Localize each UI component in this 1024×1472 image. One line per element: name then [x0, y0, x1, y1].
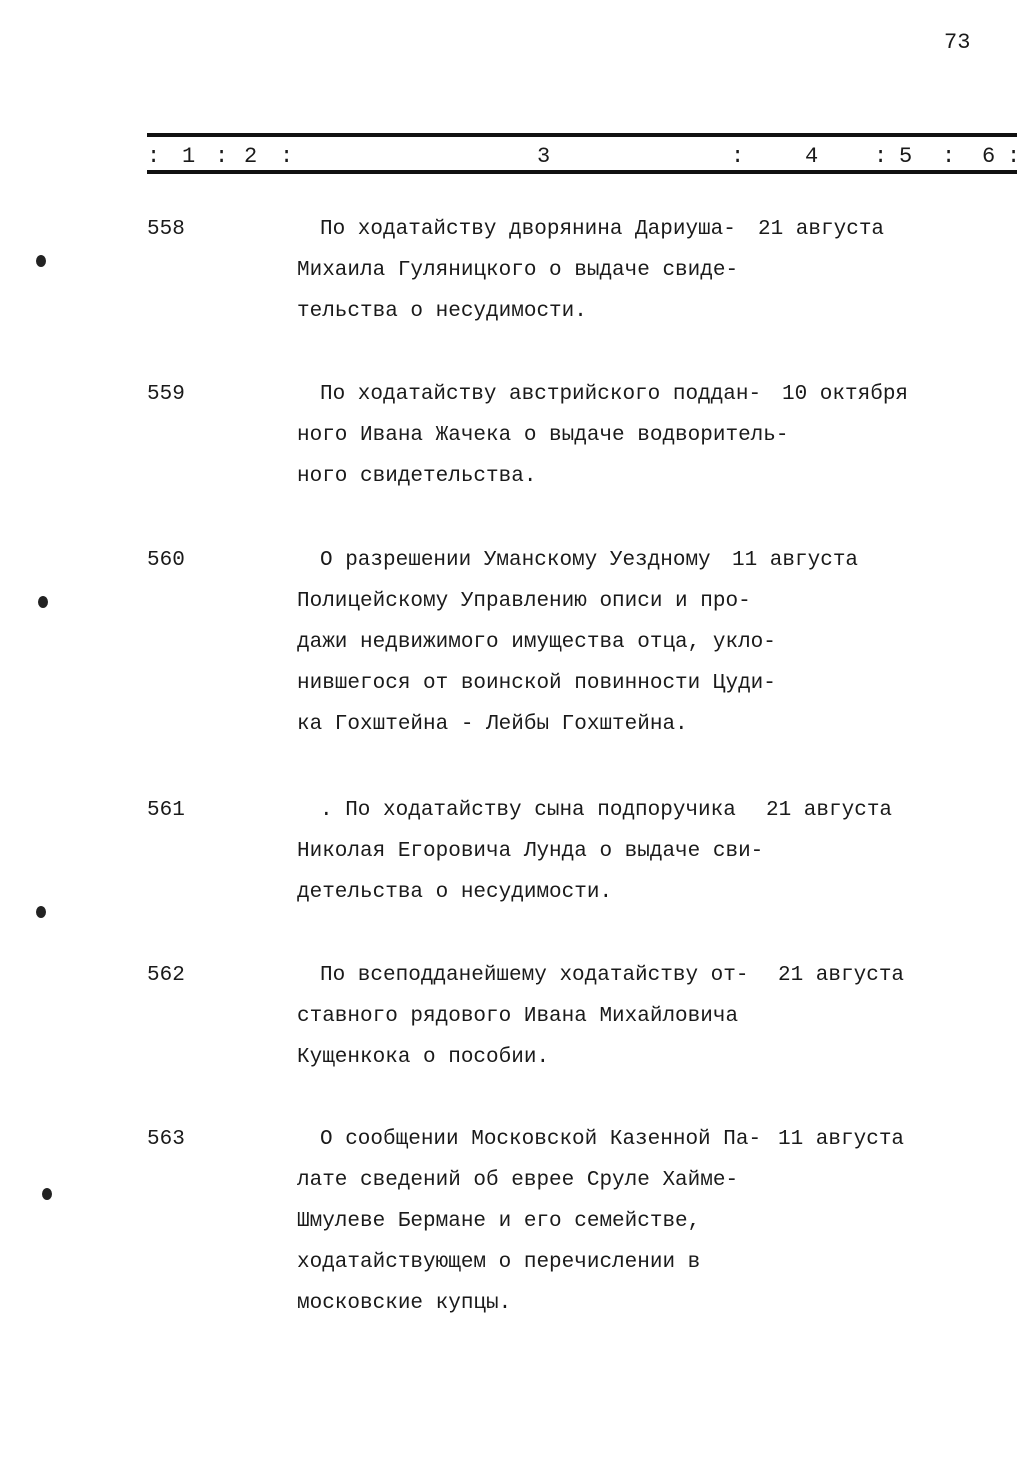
entry-date: 21 августа	[758, 218, 885, 241]
entry-number: 558	[147, 218, 185, 241]
entry-text-line: О сообщении Московской Казенной Па-	[320, 1128, 762, 1151]
entry-number: 561	[147, 799, 185, 822]
entry-text-line: ставного рядового Ивана Михайловича	[297, 1005, 739, 1028]
entry-text-line: детельства о несудимости.	[297, 881, 613, 904]
col-sep: :	[942, 144, 956, 169]
col-1-label: 1	[182, 144, 196, 169]
entry-text-line: Николая Егоровича Лунда о выдаче сви-	[297, 840, 764, 863]
col-5-label: 5	[899, 144, 913, 169]
entry-text-line: . По ходатайству сына подпоручика	[320, 799, 736, 822]
col-sep: :	[280, 144, 294, 169]
entry-date: 10 октября	[782, 383, 909, 406]
entry-text-line: Полицейскому Управлению описи и про-	[297, 590, 751, 613]
entry-date: 21 августа	[766, 799, 893, 822]
entry-number: 560	[147, 549, 185, 572]
entry-number: 562	[147, 964, 185, 987]
entry-text-line: ка Гохштейна - Лейбы Гохштейна.	[297, 713, 688, 736]
entry-date: 21 августа	[778, 964, 905, 987]
header-top-rule	[147, 133, 1017, 137]
entry-date: 11 августа	[732, 549, 859, 572]
col-6-label: 6	[982, 144, 996, 169]
page-number: 73	[944, 30, 971, 55]
header-bottom-rule	[147, 170, 1017, 174]
entry-text-line: ного свидетельства.	[297, 465, 537, 488]
punch-hole-mark	[36, 255, 46, 267]
entry-text-line: По всеподданейшему ходатайству от-	[320, 964, 749, 987]
entry-text-line: московские купцы.	[297, 1292, 512, 1315]
col-sep: :	[731, 144, 745, 169]
col-sep: :	[147, 144, 161, 169]
col-3-label: 3	[537, 144, 551, 169]
entry-text-line: тельства о несудимости.	[297, 300, 587, 323]
entry-text-line: лате сведений об еврее Сруле Хайме-	[297, 1169, 739, 1192]
punch-hole-mark	[38, 596, 48, 608]
entry-number: 563	[147, 1128, 185, 1151]
entry-text-line: дажи недвижимого имущества отца, укло-	[297, 631, 776, 654]
entry-text-line: ходатайствующем о перечислении в	[297, 1251, 701, 1274]
entry-text-line: Михаила Гуляницкого о выдаче свиде-	[297, 259, 739, 282]
entry-date: 11 августа	[778, 1128, 905, 1151]
punch-hole-mark	[36, 906, 46, 918]
col-sep: :	[1007, 144, 1021, 169]
entry-text-line: ного Ивана Жачека о выдаче водворитель-	[297, 424, 789, 447]
col-4-label: 4	[805, 144, 819, 169]
entry-text-line: Кущенкока о пособии.	[297, 1046, 550, 1069]
entry-text-line: Шмулеве Бермане и его семействе,	[297, 1210, 701, 1233]
entry-text-line: О разрешении Уманскому Уездному	[320, 549, 711, 572]
entry-text-line: нившегося от воинской повинности Цуди-	[297, 672, 776, 695]
entry-number: 559	[147, 383, 185, 406]
punch-hole-mark	[42, 1188, 52, 1200]
col-sep: :	[215, 144, 229, 169]
col-sep: :	[874, 144, 888, 169]
entry-text-line: По ходатайству австрийского поддан-	[320, 383, 762, 406]
column-header	[147, 144, 1021, 172]
col-2-label: 2	[244, 144, 258, 169]
entry-text-line: По ходатайству дворянина Дариуша-	[320, 218, 736, 241]
